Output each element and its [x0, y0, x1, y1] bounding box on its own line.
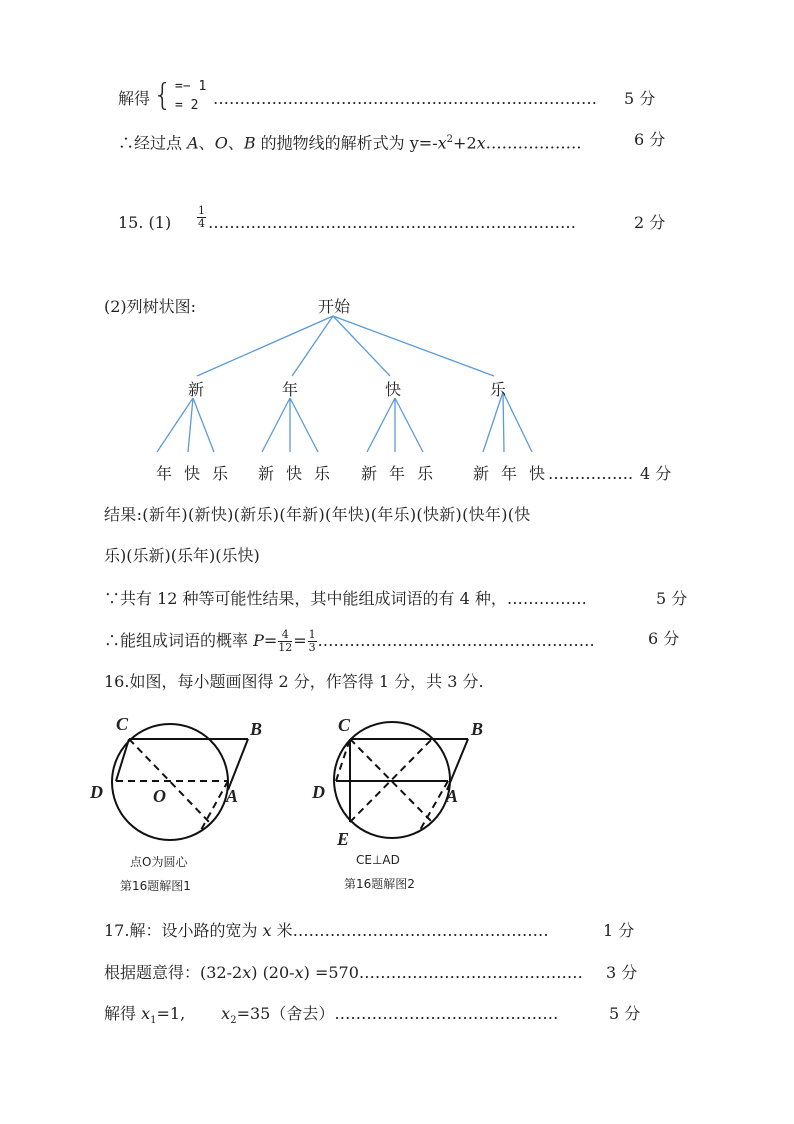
tree-l2: 新	[258, 464, 275, 483]
solve-prefix: 解得	[118, 89, 151, 108]
fig1-label-d: D	[90, 782, 103, 802]
fig2-label-d: D	[312, 782, 325, 802]
tree-l2: 乐	[212, 464, 229, 483]
fig2-label-b: B	[471, 719, 484, 739]
tree-tail-dots: …………….	[548, 464, 634, 483]
q15-dots: ……………………………………………………………	[208, 213, 576, 232]
line1-dots: ………………………………………………………………	[213, 89, 597, 108]
q15-label: 15. (1)	[118, 213, 172, 232]
q17-line2: 根据题意得：(32-2x) (20-x) =570……………………………………	[104, 963, 583, 982]
fig1-label-a: A	[226, 786, 239, 806]
tree-l2: 快	[529, 464, 546, 483]
tree-l2: 新	[361, 464, 378, 483]
tree-l1-xin: 新	[188, 380, 205, 399]
fig2-label-e: E	[337, 829, 350, 849]
probability-line: ∴能组成词语的概率 P= $\frac{4}{12}$ = $\frac{1}{3}$ .……………………………………………	[104, 628, 595, 654]
fig1-caption1: 点O为圆心	[130, 855, 188, 869]
probability-score: 6 分	[648, 629, 680, 648]
q16-text: 16.如图，每小题画图得 2 分，作答得 1 分，共 3 分.	[104, 672, 484, 691]
system-brace: {	[153, 78, 173, 113]
system-eq1: =− 1	[175, 79, 207, 94]
q15-part2-label: (2)列树状图:	[104, 297, 197, 316]
q15-score1: 2 分	[634, 213, 666, 232]
line1-score: 5 分	[624, 89, 656, 108]
system-eq2: = 2	[175, 98, 199, 113]
tree-l2: 乐	[417, 464, 434, 483]
tree-l1-le: 乐	[490, 380, 507, 399]
fig1-label-c: C	[116, 714, 129, 734]
tree-l1-nian: 年	[282, 380, 299, 399]
q17-score1: 1 分	[603, 921, 635, 940]
line2-score: 6 分	[634, 130, 666, 149]
fig2-caption1: CE⊥AD	[356, 853, 400, 867]
tree-l2: 乐	[314, 464, 331, 483]
fig2-label-a: A	[446, 786, 459, 806]
because-line: ∵共有 12 种等可能性结果，其中能组成词语的有 4 种，……………	[104, 589, 587, 608]
tree-l2: 年	[501, 464, 518, 483]
q17-line1: 17.解：设小路的宽为 x 米…………………………………………	[104, 921, 549, 940]
tree-l2: 快	[286, 464, 303, 483]
tree-l2: 年	[389, 464, 406, 483]
parabola-conclusion: ∴经过点 A、O、B 的抛物线的解析式为 $y=-x^2+2x\dots\dots\dots\dots\dots\dots$	[118, 133, 582, 153]
fig1-label-o: O	[153, 786, 166, 806]
result-line2: 乐)(乐新)(乐年)(乐快)	[104, 546, 260, 565]
fig2-label-c: C	[338, 715, 351, 735]
fig1-caption2: 第16题解图1	[120, 879, 191, 893]
tree-l2: 新	[473, 464, 490, 483]
fig2-caption2: 第16题解图2	[344, 877, 415, 891]
q17-score2: 3 分	[606, 963, 638, 982]
tree-l2: 快	[184, 464, 201, 483]
result-line1: 结果:(新年)(新快)(新乐)(年新)(年快)(年乐)(快新)(快年)(快	[104, 505, 531, 524]
tree-tail-score: 4 分	[640, 464, 672, 483]
fig1-label-b: B	[250, 719, 263, 739]
q17-line3: 解得 $x_1=1$, $x_2=35$（舍去）……………………………………	[104, 1004, 559, 1027]
tree-root: 开始	[318, 297, 351, 316]
tree-l1-kuai: 快	[385, 380, 402, 399]
q17-score3: 5 分	[609, 1004, 641, 1023]
q15-fraction: $\frac{1}{4}$	[198, 204, 205, 230]
because-score: 5 分	[656, 589, 688, 608]
tree-l2: 年	[156, 464, 173, 483]
